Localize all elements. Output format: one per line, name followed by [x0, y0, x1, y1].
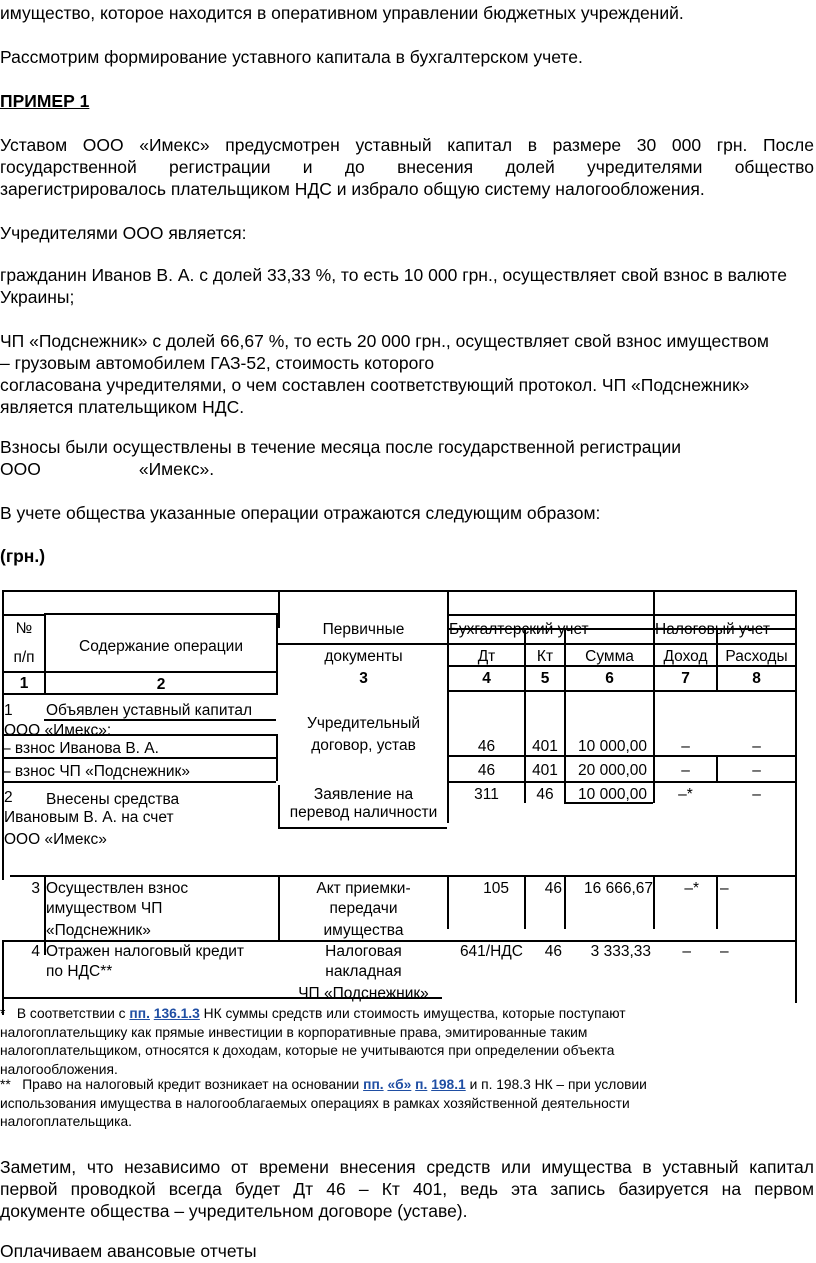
text-line [0, 458, 814, 480]
row2-content: Ивановым В. А. на счет [4, 809, 174, 826]
col-number: 8 [752, 670, 761, 687]
row3-content: имуществом ЧП [46, 900, 163, 917]
footnote-text: В соответствии с [16, 1006, 126, 1021]
link-136-1-3[interactable]: 136.1.3 [153, 1006, 200, 1021]
row2-sum: 10 000,00 [578, 786, 647, 803]
row4-doc: Налоговая [325, 943, 402, 960]
link-pp[interactable]: пп. [129, 1006, 150, 1021]
text-line: ЧП «Подснежник» с долей 66,67 %, то есть 20 000 грн., осуществляет свой взнос имуществом [0, 331, 769, 351]
row1b-income: – [681, 762, 690, 779]
row1-sum: 10 000,00 [578, 738, 647, 755]
text-line: налогоплательщика. [0, 1114, 132, 1129]
text-line: налогообложения. [0, 1061, 118, 1077]
paragraph-charter [0, 134, 814, 200]
text-line: гражданин Иванов В. А. с долей 33,33 %, то есть 10 000 грн., осуществляет свой взнос в валюте [0, 265, 787, 285]
text-line [0, 1005, 812, 1024]
text-line: Заметим, что независимо от времени внесения средств или имущества в уставный капитал [0, 1157, 814, 1177]
paragraph-founders: Учредителями ООО является: [0, 223, 247, 243]
paragraph-intro: имущество, которое находится в оперативном управлении бюджетных учреждений. [0, 3, 684, 23]
text-line: налогоплательщиком, относятся к доходам, которые не учитываются при определении объекта [0, 1043, 615, 1058]
row4-doc: ЧП «Подснежник» [298, 985, 429, 1002]
row3-doc: имущества [323, 922, 404, 939]
footnote-text: НК суммы средств или стоимость имущества, которые поступают [203, 1006, 626, 1021]
header-docs-sub: документы [324, 648, 403, 665]
col-number: 2 [156, 676, 166, 693]
row1-content: – взнос Иванова В. А. [2, 740, 159, 757]
footnote-text: Право на налоговый кредит возникает на основании [22, 1077, 360, 1092]
row2-doc: перевод наличности [289, 804, 438, 821]
row4-kt: 46 [544, 943, 562, 960]
row3-expense: – [720, 880, 729, 897]
row3-content: «Подснежник» [46, 922, 151, 939]
row1b-sum: 20 000,00 [578, 762, 647, 779]
header-dt: Дт [477, 648, 496, 665]
row3-doc: Акт приемки- [316, 880, 411, 897]
row1-doc: договор, устав [311, 737, 416, 754]
link-p[interactable]: п. [415, 1077, 428, 1092]
link-pp[interactable]: пп. [363, 1077, 384, 1092]
row-number: 1 [4, 702, 13, 719]
row3-kt: 46 [544, 880, 562, 897]
col-number: 5 [540, 670, 550, 687]
header-expense: Расходы [725, 648, 788, 665]
paragraph-contributions [0, 436, 814, 480]
header-docs: Первичные [322, 621, 405, 638]
paragraph-founder-ivanov [0, 264, 814, 308]
row1b-kt: 401 [532, 762, 558, 779]
row4-dt: 641/НДС [459, 943, 523, 960]
row1-content: Объявлен уставный капитал [46, 702, 253, 719]
footnote-text: и п. 198.3 НК – при условии [469, 1077, 647, 1092]
row4-sum: 3 333,33 [590, 943, 651, 960]
paragraph-consider: Рассмотрим формирование уставного капитала в бухгалтерском учете. [0, 47, 583, 67]
section-heading-advance-reports: Оплачиваем авансовые отчеты [0, 1241, 257, 1261]
row2-doc: Заявление на [313, 786, 414, 803]
link-198-1[interactable]: 198.1 [431, 1077, 466, 1092]
row1-content: ООО «Имекс»: [4, 722, 112, 739]
row-number: 4 [31, 943, 40, 960]
row3-income: –* [684, 880, 699, 897]
footnote-mark: ** [0, 1077, 11, 1092]
row3-content: Осуществлен взнос [46, 880, 189, 897]
row1b-expense: – [752, 762, 761, 779]
row2-content: Внесены средства [46, 791, 180, 808]
row-number: 2 [4, 789, 13, 806]
col-number: 4 [482, 670, 491, 687]
header-num-sub: п/п [13, 649, 35, 666]
row1b-content: – взнос ЧП «Подснежник» [2, 763, 190, 780]
header-content: Содержание операции [79, 638, 243, 655]
text-line: Уставом ООО «Имекс» предусмотрен уставный капитал в размере 30 000 грн. После [0, 135, 814, 155]
footnote-mark: * [0, 1006, 6, 1021]
text-line: – грузовым автомобилем ГАЗ-52, стоимость которого [0, 353, 435, 373]
row1-dt: 46 [477, 738, 496, 755]
link-b[interactable]: «б» [387, 1077, 412, 1092]
col-number: 7 [681, 670, 690, 687]
accounting-table [0, 590, 816, 1003]
row1b-dt: 46 [477, 762, 496, 779]
header-kt: Кт [536, 648, 554, 665]
text-line: зарегистрировалось плательщиком НДС и избрало общую систему налогообложения. [0, 179, 705, 199]
text-line [0, 1076, 812, 1095]
col-number: 1 [19, 675, 29, 692]
text-line: налогоплательщику как прямые инвестиции в корпоративные права, эмитированные таким [0, 1024, 588, 1040]
row2-dt: 311 [474, 786, 499, 803]
row-number: 3 [31, 880, 40, 897]
header-num: № [15, 620, 33, 637]
text-line: Украины; [0, 287, 75, 307]
footnote-2 [0, 1076, 812, 1132]
example-title: ПРИМЕР 1 [0, 91, 90, 111]
header-sum: Сумма [585, 648, 634, 665]
row4-doc: накладная [325, 963, 402, 980]
row4-content: по НДС** [46, 963, 113, 980]
row3-doc: передачи [329, 900, 398, 917]
text-line: является плательщиком НДС. [0, 397, 245, 417]
text-line: государственной регистрации и до внесения долей учредителями общество [0, 157, 814, 177]
text-line: Взносы были осуществлены в течение месяца после государственной регистрации [0, 437, 682, 457]
text-line: первой проводкой всегда будет Дт 46 – Кт 401, ведь эта запись базируется на первом [0, 1179, 814, 1199]
row4-income: – [682, 943, 691, 960]
text-ooo: ООО [0, 459, 41, 479]
header-income: Доход [663, 648, 708, 665]
row2-kt: 46 [536, 786, 554, 803]
row3-dt: 105 [483, 880, 509, 897]
row2-income: –* [678, 786, 693, 803]
header-tax: Налоговый учет [655, 621, 770, 638]
paragraph-accounting-intro: В учете общества указанные операции отражаются следующим образом: [0, 503, 601, 523]
footnote-1 [0, 1005, 812, 1079]
text-imex: «Имекс». [138, 459, 215, 479]
unit-label: (грн.) [0, 546, 46, 566]
row1-doc: Учредительный [306, 715, 421, 732]
col-number: 3 [359, 670, 368, 687]
row3-sum: 16 666,67 [584, 880, 653, 897]
text-line: документе общества – учредительном договоре (уставе). [0, 1201, 468, 1221]
text-line: согласована учредителями, о чем составлен соответствующий протокол. ЧП «Подснежник» [0, 375, 750, 395]
row2-expense: – [752, 786, 761, 803]
row4-expense: – [720, 943, 729, 960]
row1-expense: – [752, 738, 761, 755]
row1-income: – [681, 738, 690, 755]
row2-content: ООО «Имекс» [4, 831, 107, 848]
header-accounting: Бухгалтерский учет [449, 621, 589, 638]
text-line: использования имущества в налогооблагаемых операциях в рамках хозяйственной деятельности [0, 1095, 630, 1111]
paragraph-founder-podsnezhnik [0, 330, 814, 418]
col-number: 6 [605, 670, 614, 687]
row1-kt: 401 [532, 738, 558, 755]
row4-content: Отражен налоговый кредит [46, 943, 245, 960]
paragraph-note [0, 1156, 814, 1222]
